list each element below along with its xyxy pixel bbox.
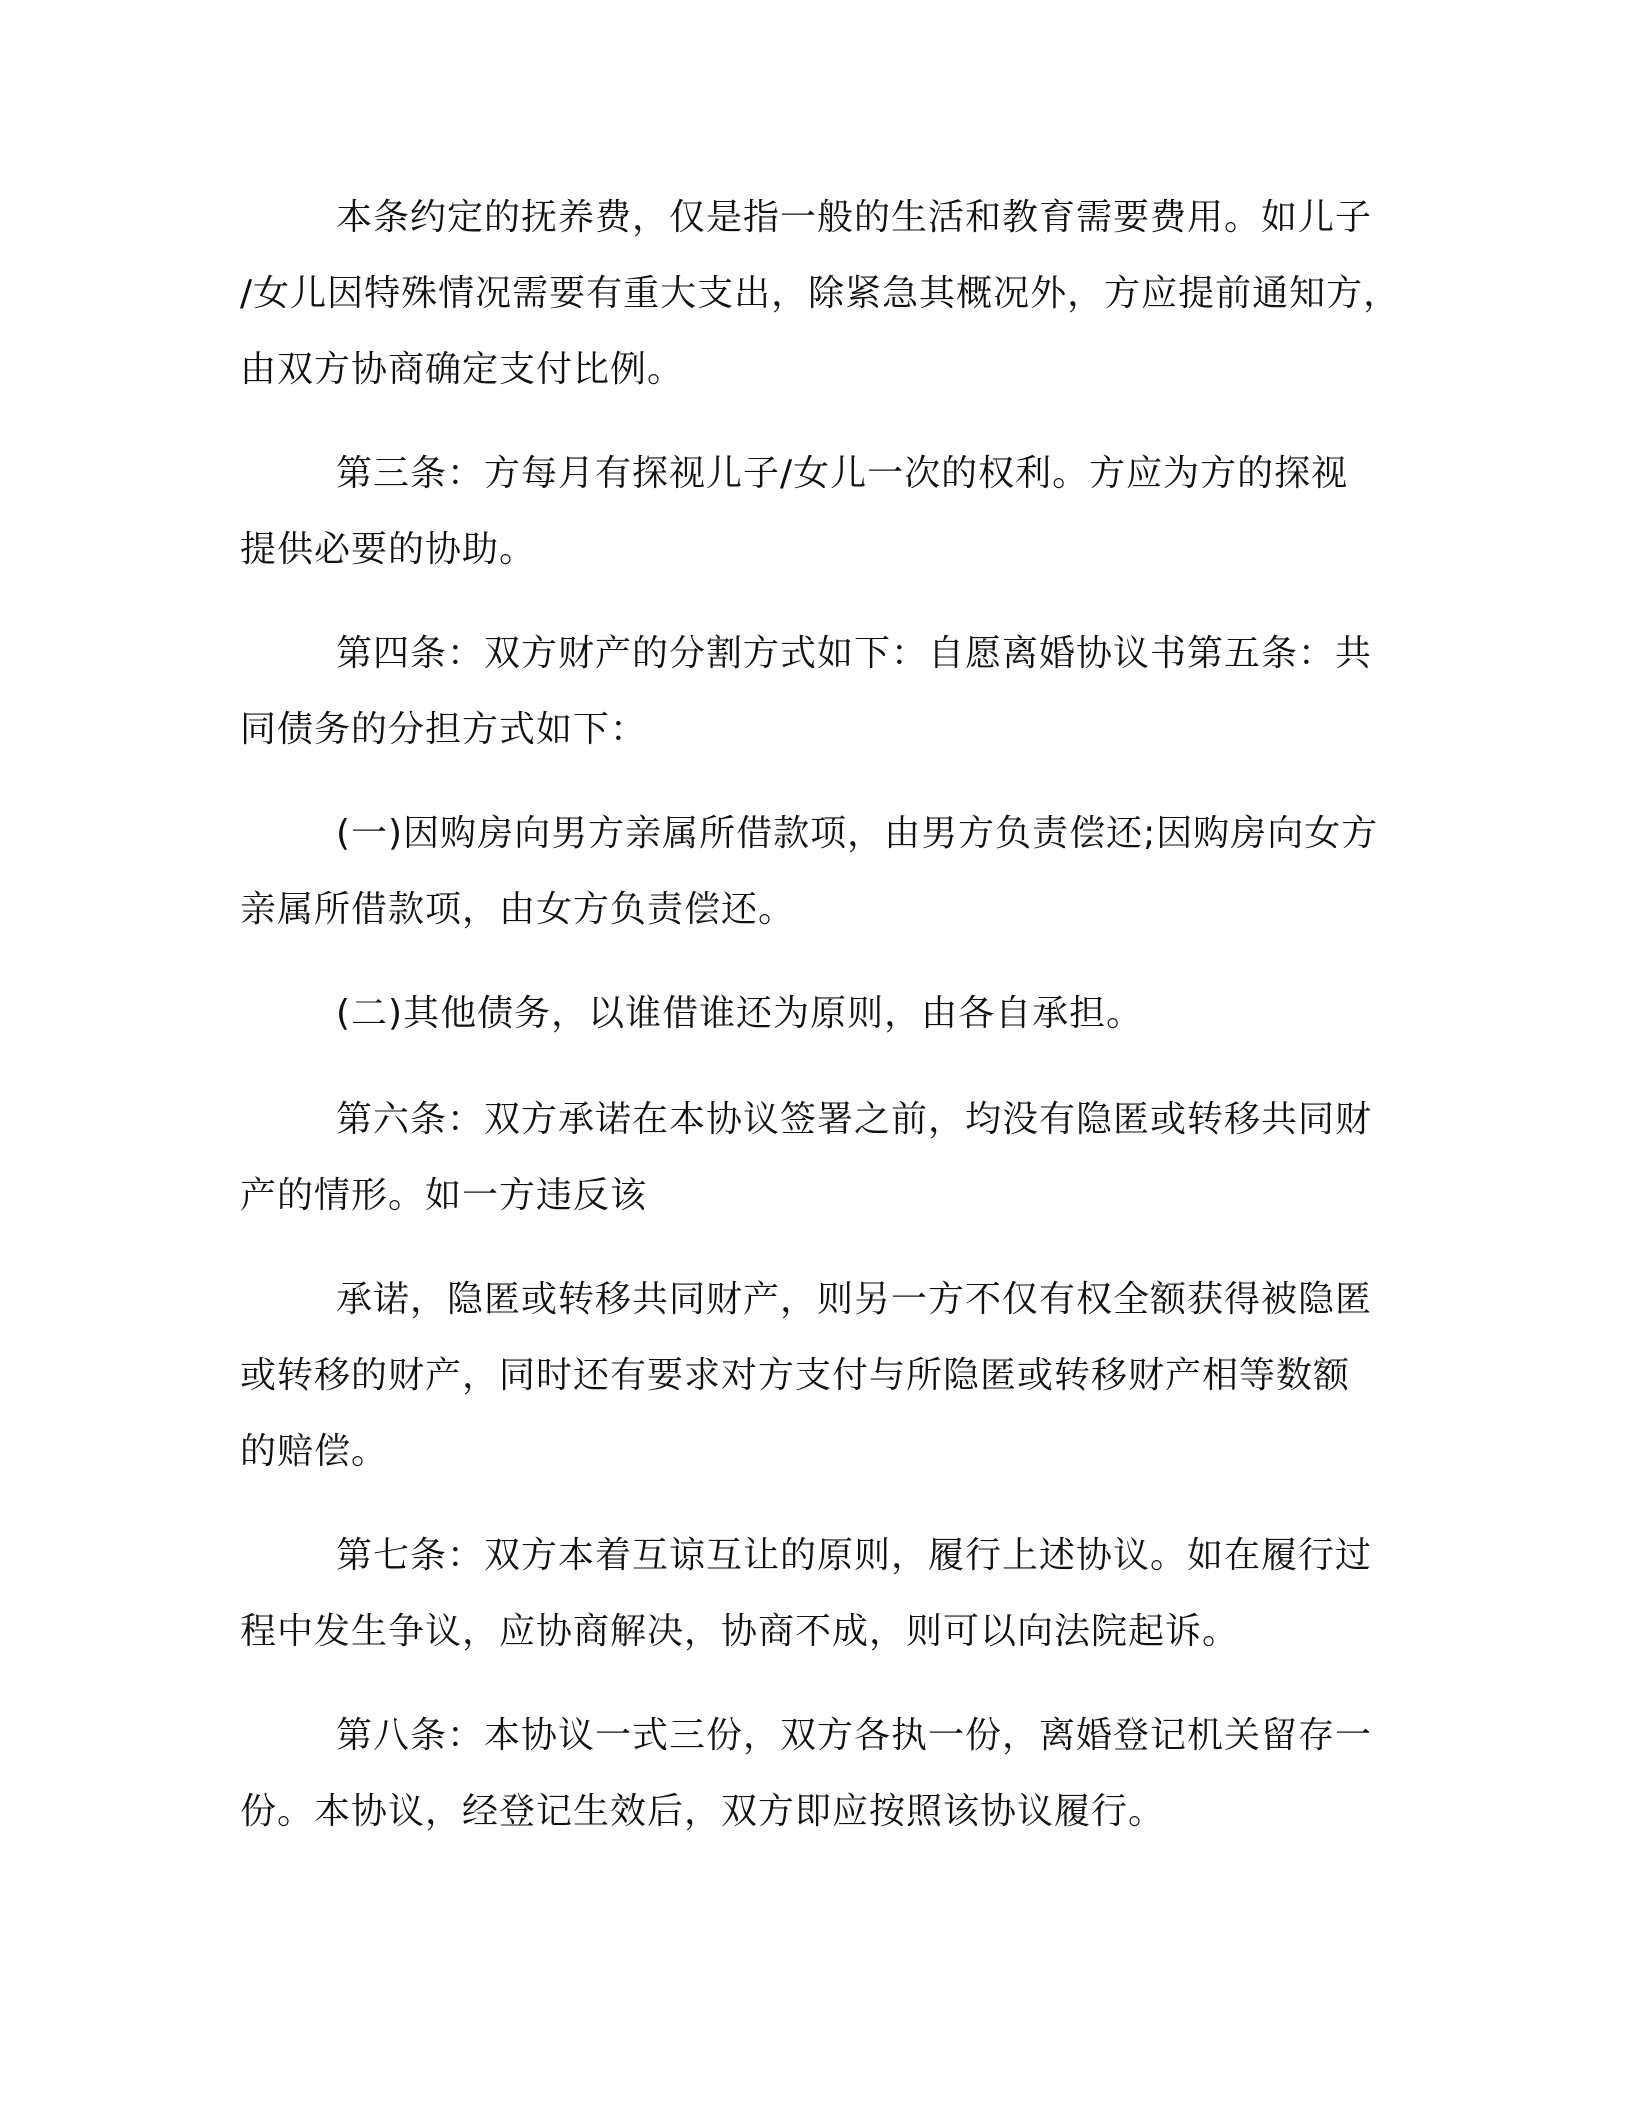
paragraph-line: (二)其他债务，以谁借谁还为原则，由各自承担。 [336,993,1144,1034]
paragraph-line: 第四条：双方财产的分割方式如下：自愿离婚协议书第五条：共 [336,633,1373,674]
paragraph-line: 本条约定的抚养费，仅是指一般的生活和教育需要费用。如儿子 [336,197,1373,238]
paragraph-line: 或转移的财产，同时还有要求对方支付与所隐匿或转移财产相等数额 [240,1355,1351,1396]
paragraph-line: 份。本协议，经登记生效后，双方即应按照该协议履行。 [240,1791,1166,1832]
paragraph-line: 第三条：方每月有探视儿子/女儿一次的权利。方应为方的探视 [336,453,1349,494]
paragraph-line: 同债务的分担方式如下： [240,709,648,750]
paragraph-line: 第八条：本协议一式三份，双方各执一份，离婚登记机关留存一 [336,1715,1373,1756]
paragraph-line: 亲属所借款项，由女方负责偿还。 [240,889,796,930]
paragraph-line: 第六条：双方承诺在本协议签署之前，均没有隐匿或转移共同财 [336,1099,1373,1140]
paragraph-line: 产的情形。如一方违反该 [240,1175,648,1216]
paragraph-line: /女儿因特殊情况需要有重大支出，除紧急其概况外，方应提前通知方， [240,273,1401,314]
paragraph-line: 程中发生争议，应协商解决，协商不成，则可以向法院起诉。 [240,1611,1240,1652]
paragraph-line: 由双方协商确定支付比例。 [240,349,685,390]
paragraph-line: 提供必要的协助。 [240,529,537,570]
paragraph-line: (一)因购房向男方亲属所借款项，由男方负责偿还;因购房向女方 [336,813,1379,854]
paragraph-line: 第七条：双方本着互谅互让的原则，履行上述协议。如在履行过 [336,1535,1373,1576]
paragraph-line: 的赔偿。 [240,1431,389,1472]
paragraph-line: 承诺，隐匿或转移共同财产，则另一方不仅有权全额获得被隐匿 [336,1279,1373,1320]
